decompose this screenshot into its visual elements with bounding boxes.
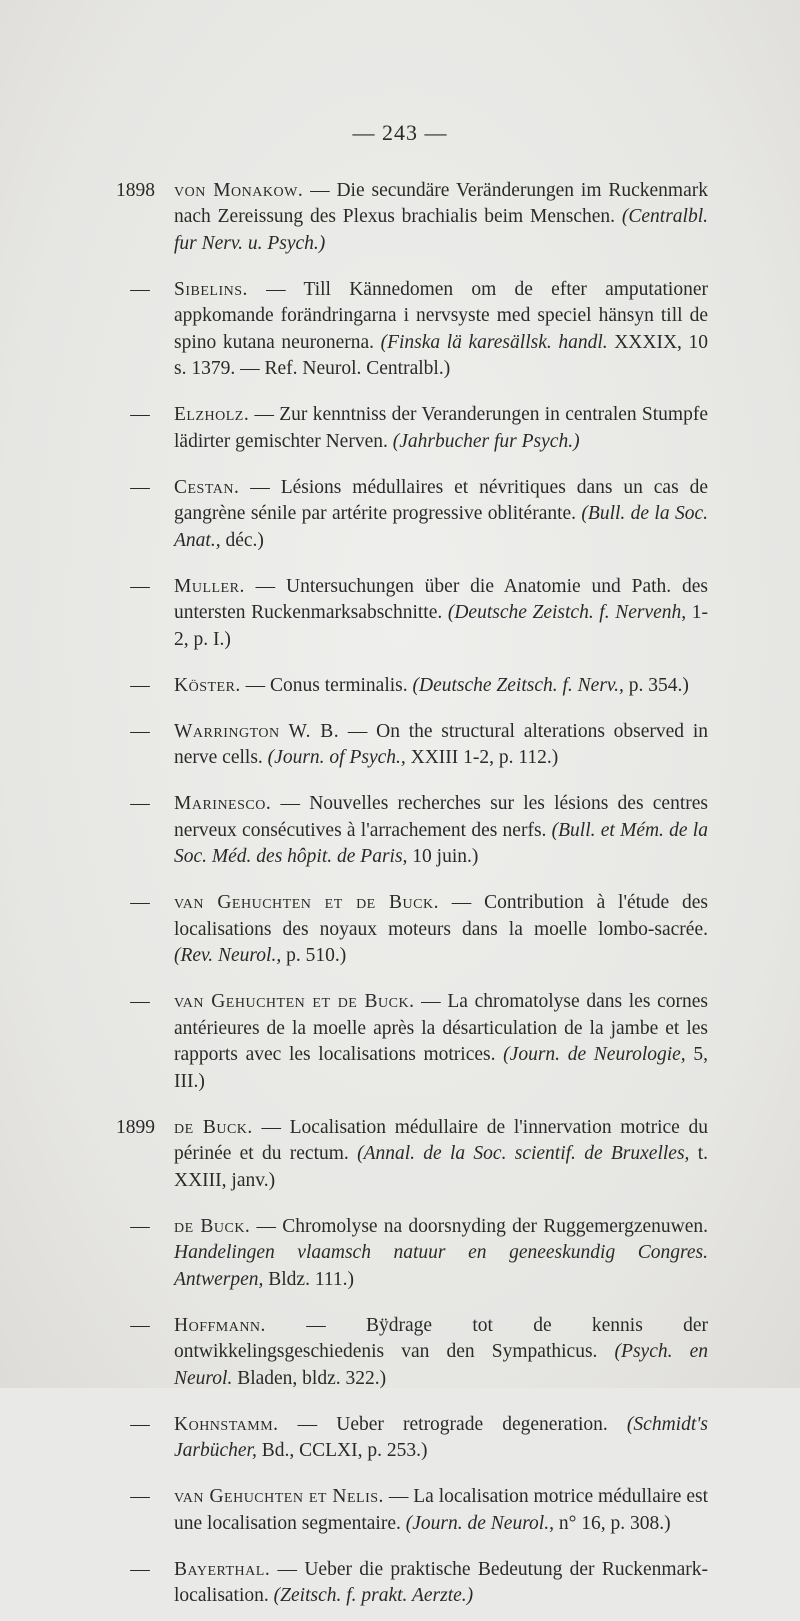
entry-text: — Die secundäre Veränderungen im Ruckenmark nach Zereissung des Plexus brachialis beim Menschen.	[174, 179, 708, 227]
entry-source: (Journ. de Neurol.,	[405, 1512, 554, 1534]
entry-tail: 10 juin.)	[407, 846, 479, 867]
entry-tail: p. 510.)	[281, 945, 347, 966]
entry-author: Kohnstamm.	[174, 1413, 279, 1435]
entry-source: (Psych. en Neurol.	[174, 1341, 708, 1389]
entry-tail: n° 16, p. 308.)	[553, 1512, 671, 1534]
entry-text: — Nouvelles recherches sur les lésions des centres nerveux consécutives à l'arrachement des nerfs.	[174, 793, 708, 841]
bibliography-entry	[116, 277, 708, 383]
bibliography-entry	[116, 1484, 708, 1537]
entry-lead: 1899	[116, 1116, 155, 1138]
entry-author: van Gehuchten et de Buck.	[174, 991, 415, 1012]
entry-author: Köster.	[174, 674, 241, 696]
entry-lead: 1898	[116, 179, 155, 201]
entry-lead: —	[130, 892, 150, 913]
entry-lead: —	[130, 575, 150, 597]
entry-tail: 5, III.)	[174, 1044, 708, 1092]
entry-text: — Conus terminalis.	[240, 674, 413, 696]
entry-lead: —	[130, 1413, 150, 1435]
entry-lead: —	[130, 1314, 150, 1336]
bibliography-entry	[116, 1214, 708, 1294]
entry-tail: p. 354.)	[623, 674, 689, 696]
entry-source: (Journ. of Psych.,	[267, 747, 406, 768]
entry-text: — Bÿdrage tot de kennis der ontwikkelingsgeschiedenis van den Sympathicus.	[174, 1314, 708, 1362]
entry-lead: —	[130, 991, 150, 1012]
entry-author: van Gehuchten et Nelis.	[174, 1486, 384, 1507]
bibliography-entry	[116, 890, 708, 970]
page-number: — 243 —	[352, 120, 448, 145]
entry-lead: —	[130, 1486, 150, 1507]
entry-author: Marinesco.	[174, 793, 272, 814]
entry-tail: déc.)	[220, 529, 264, 551]
entry-author: Elzholz.	[174, 404, 250, 425]
entry-text: — Untersuchungen über die Anatomie und Path. des untersten Ruckenmarksabschnitte.	[174, 575, 708, 623]
entry-lead: —	[130, 278, 150, 300]
entry-text: — Till Kännedomen om de efter amputationer appkomande forändringarna i nervsyste med speciel hänsyn till de spino kutana neuronerna.	[174, 278, 708, 353]
entry-source: (Centralbl. fur Nerv. u. Psych.)	[174, 206, 708, 254]
entry-text: — Contribution à l'étude des localisations des noyaux moteurs dans la moelle lombo-sacrée.	[174, 892, 708, 940]
entry-text: — On the structural alterations observed in nerve cells.	[174, 720, 708, 768]
bibliography-entry	[116, 989, 708, 1095]
entry-tail: Bladen, bldz. 322.)	[232, 1367, 387, 1389]
bibliography-entry	[116, 1313, 708, 1393]
entry-source: (Schmidt's Jarbücher,	[174, 1413, 708, 1461]
entry-source: (Rev. Neurol.,	[174, 945, 282, 966]
bibliography-entry	[116, 1557, 708, 1610]
entry-author: von Monakow.	[174, 179, 304, 201]
entry-lead: —	[130, 674, 150, 696]
entry-source: (Deutsche Zeitsch. f. Nerv.,	[412, 674, 624, 696]
bibliography-entry	[116, 673, 708, 700]
entry-author: de Buck.	[174, 1215, 251, 1237]
entry-source: (Deutsche Zeistch. f. Nervenh,	[447, 602, 687, 623]
entry-author: Hoffmann.	[174, 1314, 266, 1336]
entry-author: Bayerthal.	[174, 1558, 271, 1580]
entry-text: — La chromatolyse dans les cornes antérieures de la moelle après la désarticulation de la jambe et les rapports avec les localisations motrices.	[174, 991, 708, 1065]
entry-author: Muller.	[174, 575, 245, 597]
bibliography-entry	[116, 402, 708, 455]
bibliography-entry	[116, 719, 708, 772]
entry-author: Sibelins.	[174, 278, 248, 300]
entry-lead: —	[130, 720, 150, 742]
entry-lead: —	[130, 404, 150, 425]
entry-tail: 1-2, p. I.)	[174, 602, 708, 650]
entry-source: Handelingen vlaamsch natuur en geneeskundig Congres. Antwerpen,	[174, 1242, 708, 1290]
bibliography-entry	[116, 1115, 708, 1195]
bibliography-entry	[116, 475, 708, 555]
entry-lead: —	[130, 793, 150, 814]
entry-text: — Ueber die praktische Bedeutung der Ruckenmark-localisation.	[174, 1558, 708, 1606]
entry-lead: —	[130, 1558, 150, 1580]
entry-source: (Annal. de la Soc. scientif. de Bruxelles,	[357, 1143, 690, 1164]
entry-text: — Lésions médullaires et névritiques dans un cas de gangrène sénile par artérite progressive oblitérante.	[174, 476, 708, 524]
entry-source: (Bull. et Mém. de la Soc. Méd. des hôpit. de Paris,	[174, 819, 708, 867]
entry-source: (Jahrbucher fur Psych.)	[392, 430, 580, 452]
entry-source: (Bull. de la Soc. Anat.,	[174, 503, 708, 551]
entry-tail: Bd., CCLXI, p. 253.)	[256, 1440, 428, 1461]
entry-author: de Buck.	[174, 1116, 253, 1138]
entry-tail: Bldz. 111.)	[263, 1268, 354, 1290]
entry-source: (Zeitsch. f. prakt. Aerzte.)	[273, 1585, 474, 1606]
entry-text: — Localisation médullaire de l'innervation motrice du périnée et du rectum.	[174, 1116, 708, 1164]
bibliography-entry	[116, 178, 708, 258]
entry-tail: XXIII 1-2, p. 112.)	[405, 747, 559, 768]
entry-text: — Ueber retrograde degeneration.	[278, 1413, 627, 1435]
entry-tail: XXXIX, 10 s. 1379. — Ref. Neurol. Centralbl.)	[174, 331, 709, 379]
entry-lead: —	[130, 1215, 150, 1237]
entry-lead: —	[130, 476, 150, 498]
bibliography-entry	[116, 1412, 708, 1465]
entry-source: (Finska lä karesällsk. handl.	[380, 331, 608, 353]
bibliography-entry	[116, 791, 708, 871]
entry-text: — Chromolyse na doorsnyding der Ruggemergzenuwen.	[250, 1215, 708, 1237]
entry-tail: t. XXIII, janv.)	[174, 1143, 708, 1191]
bibliography-entry	[116, 574, 708, 654]
entry-author: Warrington W. B.	[174, 720, 340, 742]
bibliography-list	[116, 158, 708, 1621]
entry-text: — La localisation motrice médullaire est une localisation segmentaire.	[174, 1486, 708, 1534]
entry-author: Cestan.	[174, 476, 240, 498]
entry-text: — Zur kenntniss der Veranderungen in centralen Stumpfe lädirter gemischter Nerven.	[174, 404, 708, 452]
entry-source: (Journ. de Neurologie,	[503, 1044, 686, 1065]
entry-author: van Gehuchten et de Buck.	[174, 892, 439, 913]
